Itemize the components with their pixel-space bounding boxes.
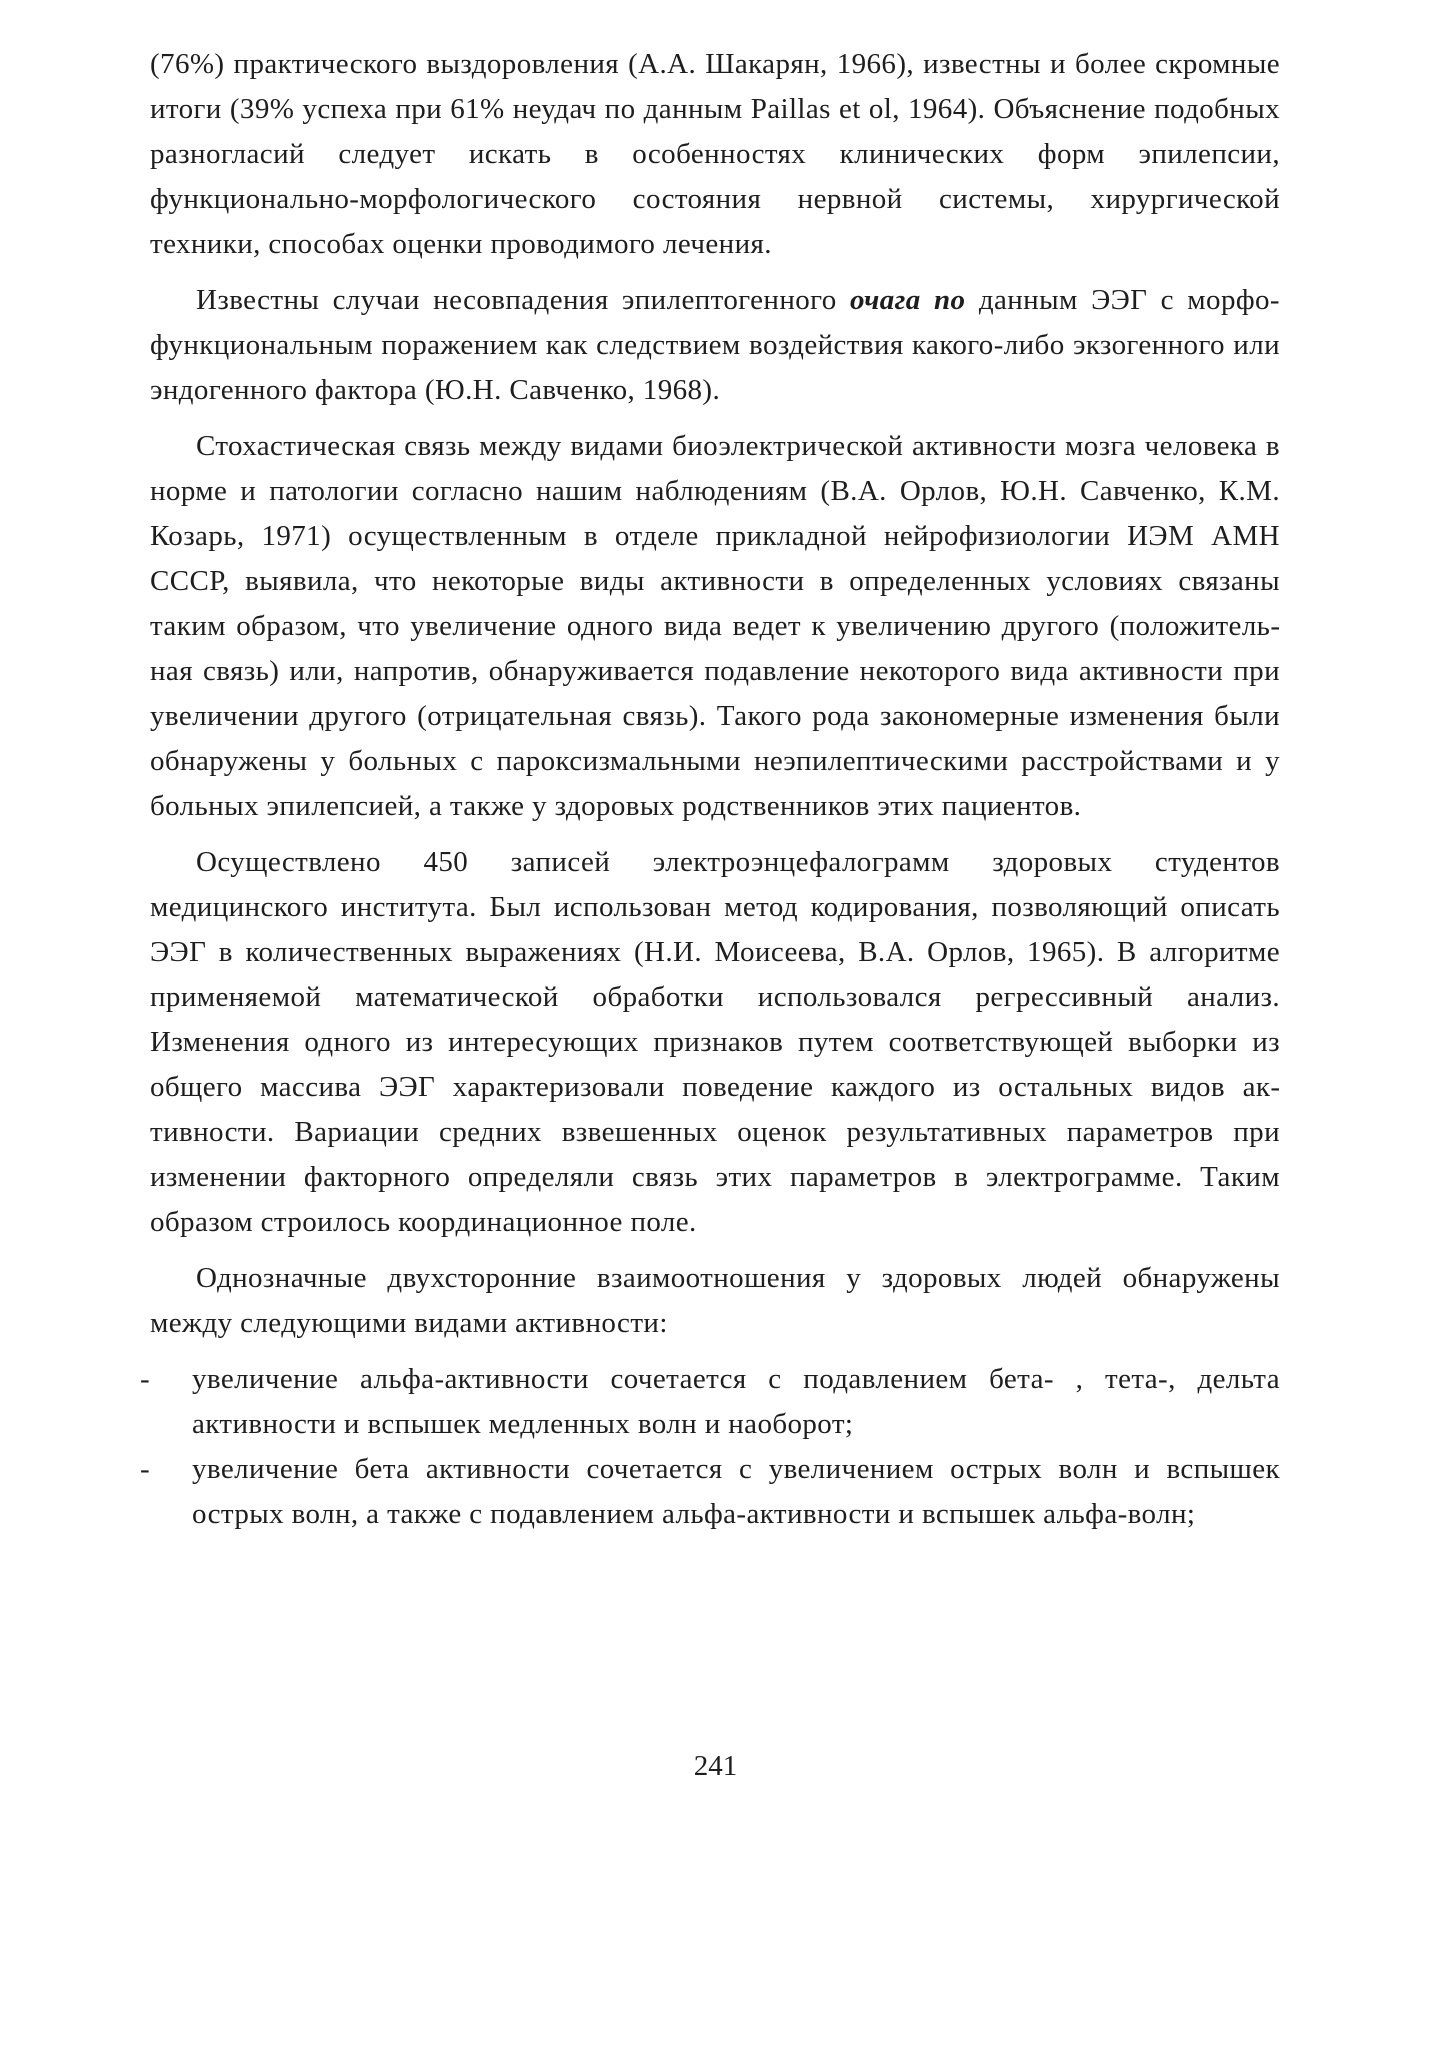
page-text [140, 42, 1280, 1537]
paragraph-4: Осуществлено 450 записей электроэнцефалограмм здоровых студентов медицинского института. Был использован метод кодирования, позволяющий описать ЭЭГ в количественных выражениях (Н.И. Моисеева, В.А. Орлов, 1965). В алгоритме применяемой математической обработки использовался регрессивный анализ. Изменения одного из интересующих признаков путем соответствующей выборки из общего массива ЭЭГ характеризовали поведение каждого из остальных видов активности. Вариации средних взвешенных оценок результативных параметров при изменении факторного определяли связь этих параметров в электрограмме. Таким образом строилось координационное поле. [150, 846, 1280, 1238]
list-item-text: увеличение альфа-активности сочетается с подавлением бета- , тета-, дельта активности и вспышек медленных волн и наоборот; [192, 1363, 1280, 1440]
paragraph-2-before: Известны случаи несовпадения эпилептогенного [196, 284, 850, 316]
list-item-text: увеличение бета активности сочетается с увеличением острых волн и вспышек острых волн, а также с подавлением альфа-активности и вспышек альфа-волн; [192, 1453, 1280, 1530]
list-marker: - [140, 1363, 151, 1395]
page-number: 241 [693, 1750, 738, 1782]
paragraph-2-emphasis: очага по [850, 284, 966, 316]
paragraph-1: (76%) практического выздоровления (А.А. Шакарян, 1966), известны и более скромные итоги (39% успеха при 61% неудач по данным Paillas et ol, 1964). Объяснение подобных разногласий следует искать в особенностях клинических форм эпилепсии, функционально-морфологического состояния нервной системы, хирургической техники, способах оценки проводимого лечения. [150, 48, 1280, 260]
activity-list [140, 1357, 1280, 1537]
paragraph-5: Однозначные двухсторонние взаимоотношения у здоровых людей обнаружены между следующими видами активности: [150, 1262, 1280, 1339]
list-marker: - [140, 1453, 151, 1485]
list-item [140, 1447, 1280, 1537]
paragraph-3: Стохастическая связь между видами биоэлектрической активности мозга человека в норме и патологии согласно нашим наблюдениям (В.А. Орлов, Ю.Н. Савченко, К.М. Козарь, 1971) осуществленным в отделе прикладной нейрофизиологии ИЭМ АМН СССР, выявила, что некоторые виды активности в определенных условиях связаны таким образом, что увеличение одного вида ведет к увеличению другого (положительная связь) или, напротив, обнаруживается подавление некоторого вида активности при увеличении другого (отрицательная связь). Такого рода закономерные изменения были обнаружены у больных с пароксизмальными неэпилептическими расстройствами и у больных эпилепсией, а также у здоровых родственников этих пациентов. [150, 430, 1280, 822]
paragraph-2-after: данным ЭЭГ с морфо-функциональным поражением как следствием воздействия какого-либо экзогенного или эндогенного фактора (Ю.Н. Савченко, 1968). [150, 284, 1280, 406]
paragraph-2 [150, 278, 1280, 413]
list-item [140, 1357, 1280, 1447]
